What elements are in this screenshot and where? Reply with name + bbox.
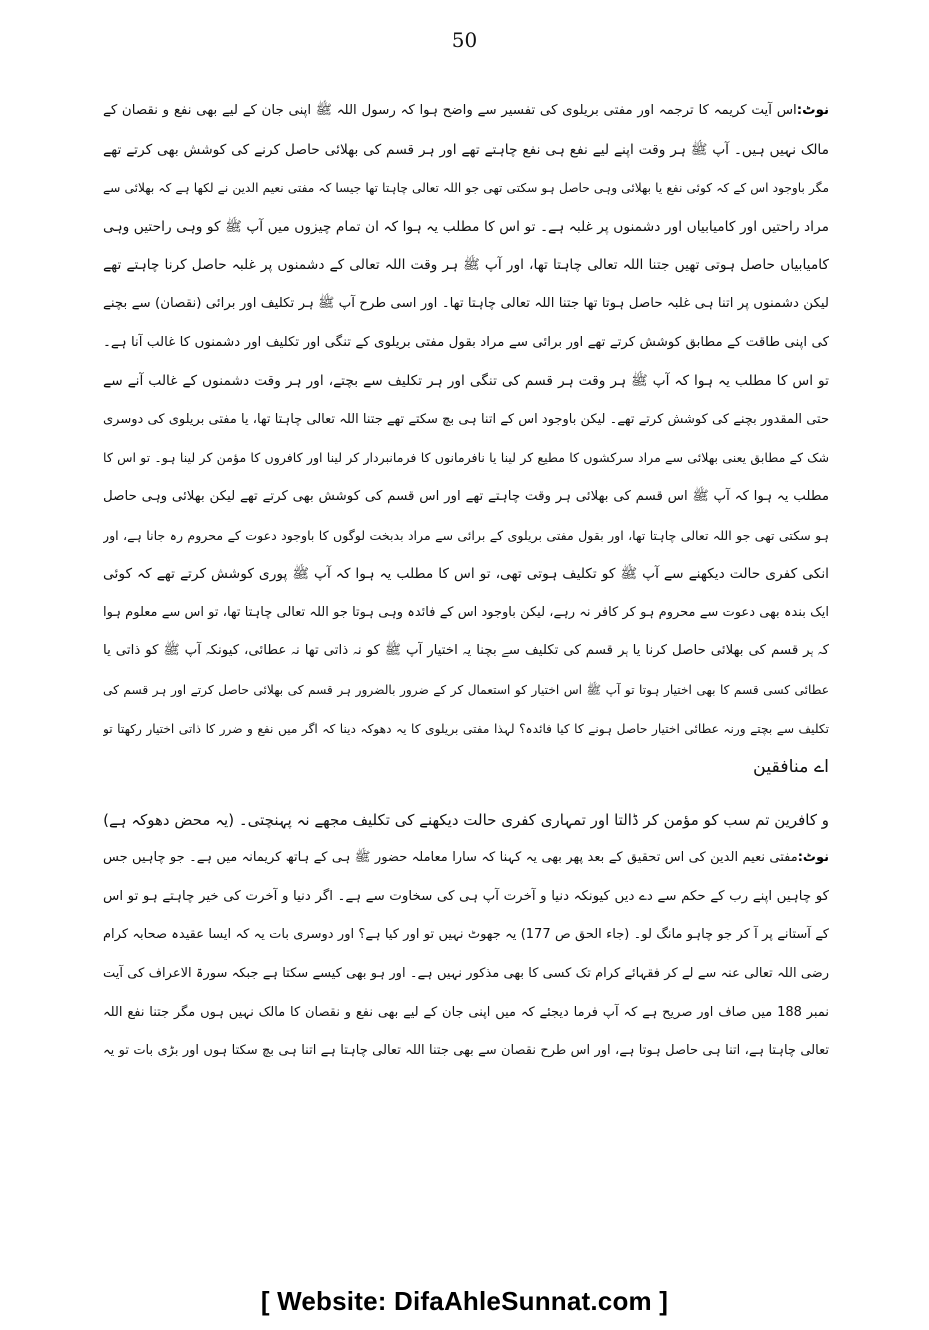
website-footer: [ Website: DifaAhleSunnat.com ] xyxy=(260,1286,669,1316)
paragraph-2-line-2: کو چاہیں اپنے رب کے حکم سے دے دیں کیونکہ دنیا و آخرت آپ ہی کی سخاوت سے ہے۔ اگر دنیا و آخرت کی خیر چاہتے ہو تو اس xyxy=(103,888,829,904)
paragraph-2-line-4: رضی اللہ تعالی عنہ سے لے کر فقہائے کرام تک کسی کا بھی مذکور نہیں ہے۔ اور ہو بھی کیسے سکتا ہے جبکہ سورۃ الاعراف کی آیت xyxy=(103,966,829,982)
paragraph-1-line-9: حتی المقدور بچنے کی کوشش کرتے تھے۔ لیکن باوجود اس کے اتنا ہی بچ سکتے تھے جتنا اللہ تعالی چاہتا تھا، یا مفتی بریلوی کی دوسری xyxy=(103,411,829,427)
paragraph-1-line-17: تکلیف سے بچتے ورنہ عطائی اختیار حاصل ہونے کا کیا فائدہ؟ لہذا مفتی بریلوی کا یہ دھوکہ دینا کہ اگر میں نفع و ضرر کا ذاتی اختیار رکھتا تو xyxy=(103,721,829,736)
paragraph-1-line-10: شک کے مطابق یعنی بھلائی سے مراد سرکشوں کا مطیع کر لینا یا نافرمانوں کا فرمانبردار کر لینا اور کافروں کا مؤمن کر لینا ہو۔ تو اس کا xyxy=(103,450,829,466)
paragraph-1-line-2: مالک نہیں ہیں۔ آپ ﷺ ہر وقت اپنے لیے نفع ہی نفع چاہتے تھے اور ہر قسم کی بھلائی حاصل کرنے کی کوشش بھی کرتے تھے xyxy=(103,141,829,158)
page-number: 50 xyxy=(451,28,478,52)
paragraph-1-line-18: اے منافقین xyxy=(752,757,829,778)
paragraph-1-line-11: مطلب یہ ہوا کہ آپ ﷺ اس قسم کی بھلائی ہر وقت چاہتے تھے اور اس قسم کی کوشش بھی کرتے تھے لیکن بھلائی وہی حاصل xyxy=(103,488,829,504)
page-body xyxy=(103,92,829,1071)
paragraph-gap xyxy=(103,787,829,801)
paragraph-2-line-3: کے آستانے پر آ کر جو چاہو مانگ لو۔ (جاء الحق ص 177) یہ جھوٹ نہیں تو اور کیا ہے؟ اور دوسری بات یہ کہ ایسا عقیدہ صحابہ کرام xyxy=(103,927,829,943)
paragraph-1-line-16: عطائی کسی قسم کا بھی اختیار ہوتا تو آپ ﷺ اس اختیار کو استعمال کر کے ضرور بالضرور ہر قسم کی بھلائی حاصل کرتے اور ہر قسم کی xyxy=(103,682,829,697)
paragraph-2-line-5: نمبر 188 میں صاف اور صریح ہے کہ آپ فرما دیجئے کہ میں اپنی جان کے لیے بھی نفع و نقصان کا مالک نہیں ہوں مگر جتنا نفع اللہ xyxy=(103,1004,829,1020)
paragraph-1-line-15: کہ ہر قسم کی بھلائی حاصل کرنا یا ہر قسم کی تکلیف سے بچنا یہ اختیار آپ ﷺ کو نہ ذاتی تھا نہ عطائی، کیونکہ آپ ﷺ کو ذاتی یا xyxy=(103,643,829,659)
paragraph-1-line-4: مراد راحتیں اور کامیابیاں اور دشمنوں پر غلبہ ہے۔ تو اس کا مطلب یہ ہوا کہ ان تمام چیزوں میں آپ ﷺ کو وہی راحتیں وہی xyxy=(103,218,829,235)
paragraph-2-line-1: نوٹ:مفتی نعیم الدین کی اس تحقیق کے بعد پھر بھی یہ کہنا کہ سارا معاملہ حضور ﷺ ہی کے ہاتھ کریمانہ میں ہے۔ جو چاہیں جس xyxy=(103,850,829,866)
note-label: نوٹ: xyxy=(797,850,829,866)
paragraph-2-line-6: تعالی چاہتا ہے، اتنا ہی حاصل ہوتا ہے، اور اس طرح نقصان سے بھی جتنا اللہ تعالی چاہتا ہے اتنا ہی بچ سکتا ہوں اور بڑی بات تو یہ xyxy=(103,1043,829,1059)
paragraph-1-line-3: مگر باوجود اس کے کہ کوئی نفع یا بھلائی وہی حاصل ہو سکتی تھی جو اللہ تعالی چاہتا تھا جیسا کہ مفتی نعیم الدین نے لکھا ہے کہ بھلائی سے xyxy=(103,181,829,196)
paragraph-1-line-12: ہو سکتی تھی جو اللہ تعالی چاہتا تھا، اور بقول مفتی بریلوی کے برائی سے مراد بدبخت لوگوں کا باوجود دعوت کے محروم رہ جانا ہے، اور xyxy=(103,527,829,543)
paragraph-1-line-5: کامیابیاں حاصل ہوتی تھیں جتنا اللہ تعالی چاہتا تھا، اور آپ ﷺ ہر وقت اللہ تعالی کے دشمنوں پر غلبہ حاصل کرنا چاہتے تھے xyxy=(103,257,829,274)
quote-line: و کافرین تم سب کو مؤمن کر ڈالتا اور تمہاری کفری حالت دیکھنے کی تکلیف مجھے نہ پہنچتی۔ (یہ محض دھوکہ ہے) xyxy=(103,810,829,829)
paragraph-1-line-1: نوٹ:اس آیت کریمہ کا ترجمہ اور مفتی بریلوی کی تفسیر سے واضح ہوا کہ رسول اللہ ﷺ اپنی جان کے لیے بھی نفع و نقصان کے xyxy=(103,103,829,118)
paragraph-1-line-6: لیکن دشمنوں پر اتنا ہی غلبہ حاصل ہوتا تھا جتنا اللہ تعالی چاہتا تھا۔ اور اسی طرح آپ ﷺ ہر تکلیف اور برائی (نقصان) سے بچنے xyxy=(103,295,829,311)
paragraph-1-line-7: کی اپنی طاقت کے مطابق کوشش کرتے تھے اور برائی سے مراد بقول مفتی بریلوی کے تنگی اور تکلیف اور دشمنوں کا غالب آنا ہے۔ xyxy=(103,334,829,350)
paragraph-1-line-14: ایک بندہ بھی دعوت سے محروم ہو کر کافر نہ رہے، لیکن باوجود اس کے فائدہ وہی ہوتا جو اللہ تعالی چاہتا تھا، تو اس سے معلوم ہوا xyxy=(103,604,829,620)
paragraph-1-line-13: انکی کفری حالت دیکھنے سے آپ ﷺ کو تکلیف ہوتی تھی، تو اس کا مطلب یہ ہوا کہ آپ ﷺ پوری کوشش کرتے تھے کہ کوئی xyxy=(103,566,829,583)
paragraph-1-line-8: تو اس کا مطلب یہ ہوا کہ آپ ﷺ ہر وقت ہر قسم کی تنگی اور ہر تکلیف سے بچتے، اور ہر وقت دشمنوں کے غالب آنے سے xyxy=(103,373,829,390)
note-label: نوٹ: xyxy=(796,103,829,118)
